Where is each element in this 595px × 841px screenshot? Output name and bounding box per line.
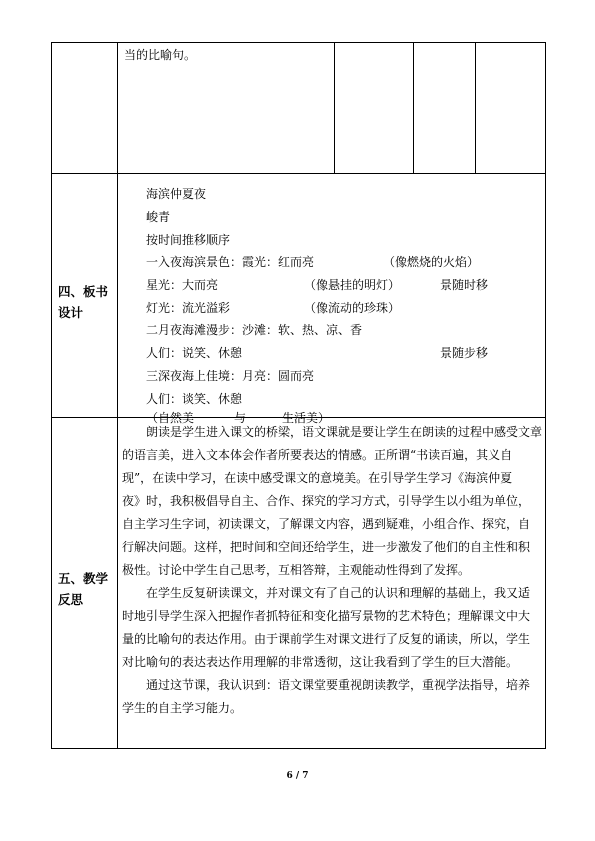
board-line-people1: 人们：说笑、休憩 [146,346,243,360]
board-line-author: 峻青 [146,210,171,224]
reflection-header-line1: 五、教学 [58,571,109,586]
reflection-p3-l1: 通过这节课，我认识到：语文课堂要重视朗读教学，重视学法指导，培养 [146,678,531,692]
reflection-p1-l6: 行解决问题。这样，把时间和空间还给学生，进一步激发了他们的自主性和积 [122,540,531,554]
board-line-scene-time: 景随时移 [440,278,489,292]
table-border-top [51,42,546,43]
reflection-p2-l4: 对比喻句的表达表达作用理解的非常透彻，这让我看到了学生的巨大潜能。 [122,655,519,669]
board-line-title: 海滨仲夏夜 [146,187,207,201]
reflection-p1-l1: 朗读是学生进入课文的桥梁，语文课就是要让学生在朗读的过程中感受文章 [146,425,543,439]
board-line-lamplight-simile: （像流动的珍珠） [304,301,401,315]
board-line-scene-step: 景随步移 [440,346,489,360]
top-row-text: 当的比喻句。 [124,48,197,62]
row1-divider-col2 [334,42,335,173]
board-design-header-line1: 四、板书 [58,284,109,299]
reflection-p2-l1: 在学生反复研读课文，并对课文有了自己的认识和理解的基础上，我又适 [146,586,531,600]
board-line-part2: 二月夜海滩漫步：沙滩：软、热、凉、香 [146,323,363,337]
board-line-starlight: 星光：大而亮 [146,278,219,292]
row1-divider-col3 [413,42,414,173]
board-line-beauty-and: 与 [234,411,247,425]
table-border-left [51,42,52,748]
row1-divider-col4 [475,42,476,173]
reflection-p1-l4: 夜》时，我积极倡导自主、合作、探究的学习方式，引导学生以小组为单位， [122,494,531,508]
board-line-lamplight: 灯光：流光溢彩 [146,301,231,315]
reflection-p1-l2: 的语言美，进入文本体会作者所要表达的情感。正所谓“书读百遍，其义自 [122,448,513,462]
reflection-p1-l7: 极性。讨论中学生自己思考，互相答辩，主观能动性得到了发挥。 [122,563,471,577]
reflection-p1-l3: 现”，在读中学习，在读中感受课文的意境美。在引导学生学习《海滨仲夏 [122,471,513,485]
reflection-p2-l3: 量的比喻句的表达作用。由于课前学生对课文进行了反复的诵读，所以，学生 [122,632,531,646]
board-line-part1-simile: （像燃烧的火焰） [383,255,480,269]
board-line-beauty-nature: （自然美 [146,411,195,425]
table-border-bottom [51,748,546,749]
board-line-part1: 一入夜海滨景色：霞光：红而亮 [146,255,315,269]
table-border-right [545,42,546,748]
reflection-p1-l5: 自主学习生字词，初读课文，了解课文内容，遇到疑难，小组合作、探究，自 [122,517,531,531]
reflection-p3-l2: 学生的自主学习能力。 [122,701,243,715]
board-design-header-line2: 设计 [58,305,84,320]
table-divider-col1 [117,42,118,748]
row-divider-1 [51,173,546,174]
board-line-beauty-life: 生活美） [282,411,331,425]
page-number: 6 / 7 [286,771,309,781]
reflection-p2-l2: 时地引导学生深入把握作者抓特征和变化描写景物的艺术特色；理解课文中大 [122,609,531,623]
board-line-starlight-simile: （像悬挂的明灯） [304,278,401,292]
board-line-part3: 三深夜海上佳境：月亮：圆而亮 [146,369,315,383]
board-line-order: 按时间推移顺序 [146,233,231,247]
reflection-header-line2: 反思 [58,592,84,607]
board-line-people2: 人们：谈笑、休憩 [146,392,243,406]
